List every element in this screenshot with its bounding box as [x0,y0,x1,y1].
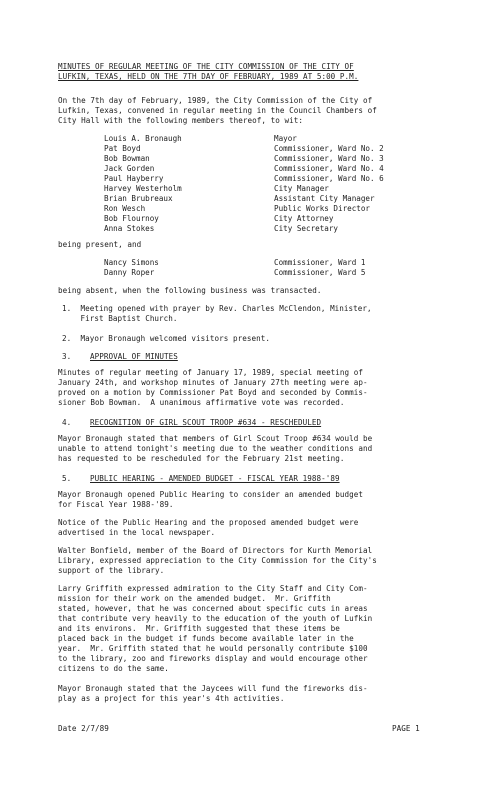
item-5-p4-line-8: to the library, zoo and fireworks display and would encourage other [58,654,368,663]
member-title: Commissioner, Ward No. 4 [274,164,384,173]
item-5-p4-line-4: that contribute very heavily to the education of the youth of Lufkin [58,614,373,623]
item-5-p5-line-2: play as a project for this year's 4th activities. [58,694,285,703]
item-3-line-2: January 24th, and workshop minutes of January 27th meeting were ap- [58,378,368,387]
item-5-p4-line-9: citizens to do the same. [58,664,169,673]
item-5-p3-line-2: Library, expressed appreciation to the City Commission for the City's [58,556,377,565]
item-4-heading: RECOGNITION OF GIRL SCOUT TROOP #634 - RESCHEDULED [90,418,322,427]
member-title: City Manager [274,184,329,193]
title-line-1: MINUTES OF REGULAR MEETING OF THE CITY COMMISSION OF THE CITY OF [58,62,354,71]
item-5-p3-line-3: support of the library. [58,566,165,575]
absent-title: Commissioner, Ward 1 [274,258,366,267]
item-5-p4-line-5: and its environs. Mr. Griffith suggested that these items be [58,624,340,633]
item-5-p4-line-1: Larry Griffith expressed admiration to the City Staff and City Com- [58,584,368,593]
intro-line-3: City Hall with the following members thereof, to wit: [58,116,303,125]
item-5-p4-line-2: mission for their work on the amended budget. Mr. Griffith [58,594,331,603]
absent-title: Commissioner, Ward 5 [274,268,366,277]
item-5-p2-line-1: Notice of the Public Hearing and the proposed amended budget were [58,518,359,527]
item-4-line-1: Mayor Bronaugh stated that members of Girl Scout Troop #634 would be [58,434,373,443]
title-line-2: LUFKIN, TEXAS, HELD ON THE 7TH DAY OF FEBRUARY, 1989 AT 5:00 P.M. [58,72,359,81]
member-title: Public Works Director [274,204,371,213]
item-5-p4-line-6: placed back in the budget if funds become available later in the [58,634,354,643]
member-title: Commissioner, Ward No. 3 [274,154,384,163]
member-name: Anna Stokes [104,224,155,233]
member-name: Jack Gorden [104,164,155,173]
item-1-line-2: First Baptist Church. [62,314,178,323]
member-title: City Attorney [274,214,334,223]
item-3-heading: APPROVAL OF MINUTES [90,352,178,361]
absent-note: being absent, when the following business was transacted. [58,286,322,295]
footer-date: Date 2/7/89 [58,724,109,733]
member-name: Louis A. Bronaugh [104,134,182,143]
item-5-p1-line-1: Mayor Bronaugh opened Public Hearing to consider an amended budget [58,490,364,499]
member-name: Bob Bowman [104,154,150,163]
item-5-heading: PUBLIC HEARING - AMENDED BUDGET - FISCAL YEAR 1988-'89 [90,474,340,483]
item-5-p3-line-1: Walter Bonfield, member of the Board of Directors for Kurth Memorial [58,546,373,555]
item-5-p5-line-1: Mayor Bronaugh stated that the Jaycees will fund the fireworks dis- [58,684,368,693]
item-4-line-3: has requested to be rescheduled for the February 21st meeting. [58,454,345,463]
intro-line-1: On the 7th day of February, 1989, the City Commission of the City of [58,96,373,105]
item-5-p1-line-2: for Fiscal Year 1988-'89. [58,500,174,509]
footer-page-number: PAGE 1 [392,724,420,733]
item-3-number: 3. [62,352,72,361]
member-name: Harvey Westerholm [104,184,182,193]
member-title: Mayor [274,134,297,143]
item-1-line-1: 1. Meeting opened with prayer by Rev. Charles McClendon, Minister, [62,304,372,313]
item-5-p4-line-7: year. Mr. Griffith stated that he would personally contribute $100 [58,644,368,653]
item-5-p4-line-3: stated, however, that he was concerned about specific cuts in areas [58,604,368,613]
member-title: City Secretary [274,224,339,233]
item-4-line-2: unable to attend tonight's meeting due to the weather conditions and [58,444,373,453]
absent-name: Danny Roper [104,268,155,277]
item-3-line-4: sioner Bob Bowman. A unanimous affirmative vote was recorded. [58,398,345,407]
item-4-number: 4. [62,418,72,427]
member-title: Assistant City Manager [274,194,375,203]
member-name: Ron Wesch [104,204,146,213]
item-3-line-1: Minutes of regular meeting of January 17, 1989, special meeting of [58,368,364,377]
member-title: Commissioner, Ward No. 2 [274,144,384,153]
item-3-line-3: proved on a motion by Commissioner Pat Boyd and seconded by Commis- [58,388,368,397]
being-present: being present, and [58,240,142,249]
item-5-number: 5. [62,474,72,483]
member-name: Pat Boyd [104,144,141,153]
member-name: Bob Flournoy [104,214,159,223]
member-name: Brian Brubreaux [104,194,173,203]
item-5-p2-line-2: advertised in the local newspaper. [58,528,216,537]
member-title: Commissioner, Ward No. 6 [274,174,384,183]
member-name: Paul Hayberry [104,174,164,183]
absent-name: Nancy Simons [104,258,159,267]
item-2: 2. Mayor Bronaugh welcomed visitors present. [62,334,270,343]
intro-line-2: Lufkin, Texas, convened in regular meeting in the Council Chambers of [58,106,377,115]
